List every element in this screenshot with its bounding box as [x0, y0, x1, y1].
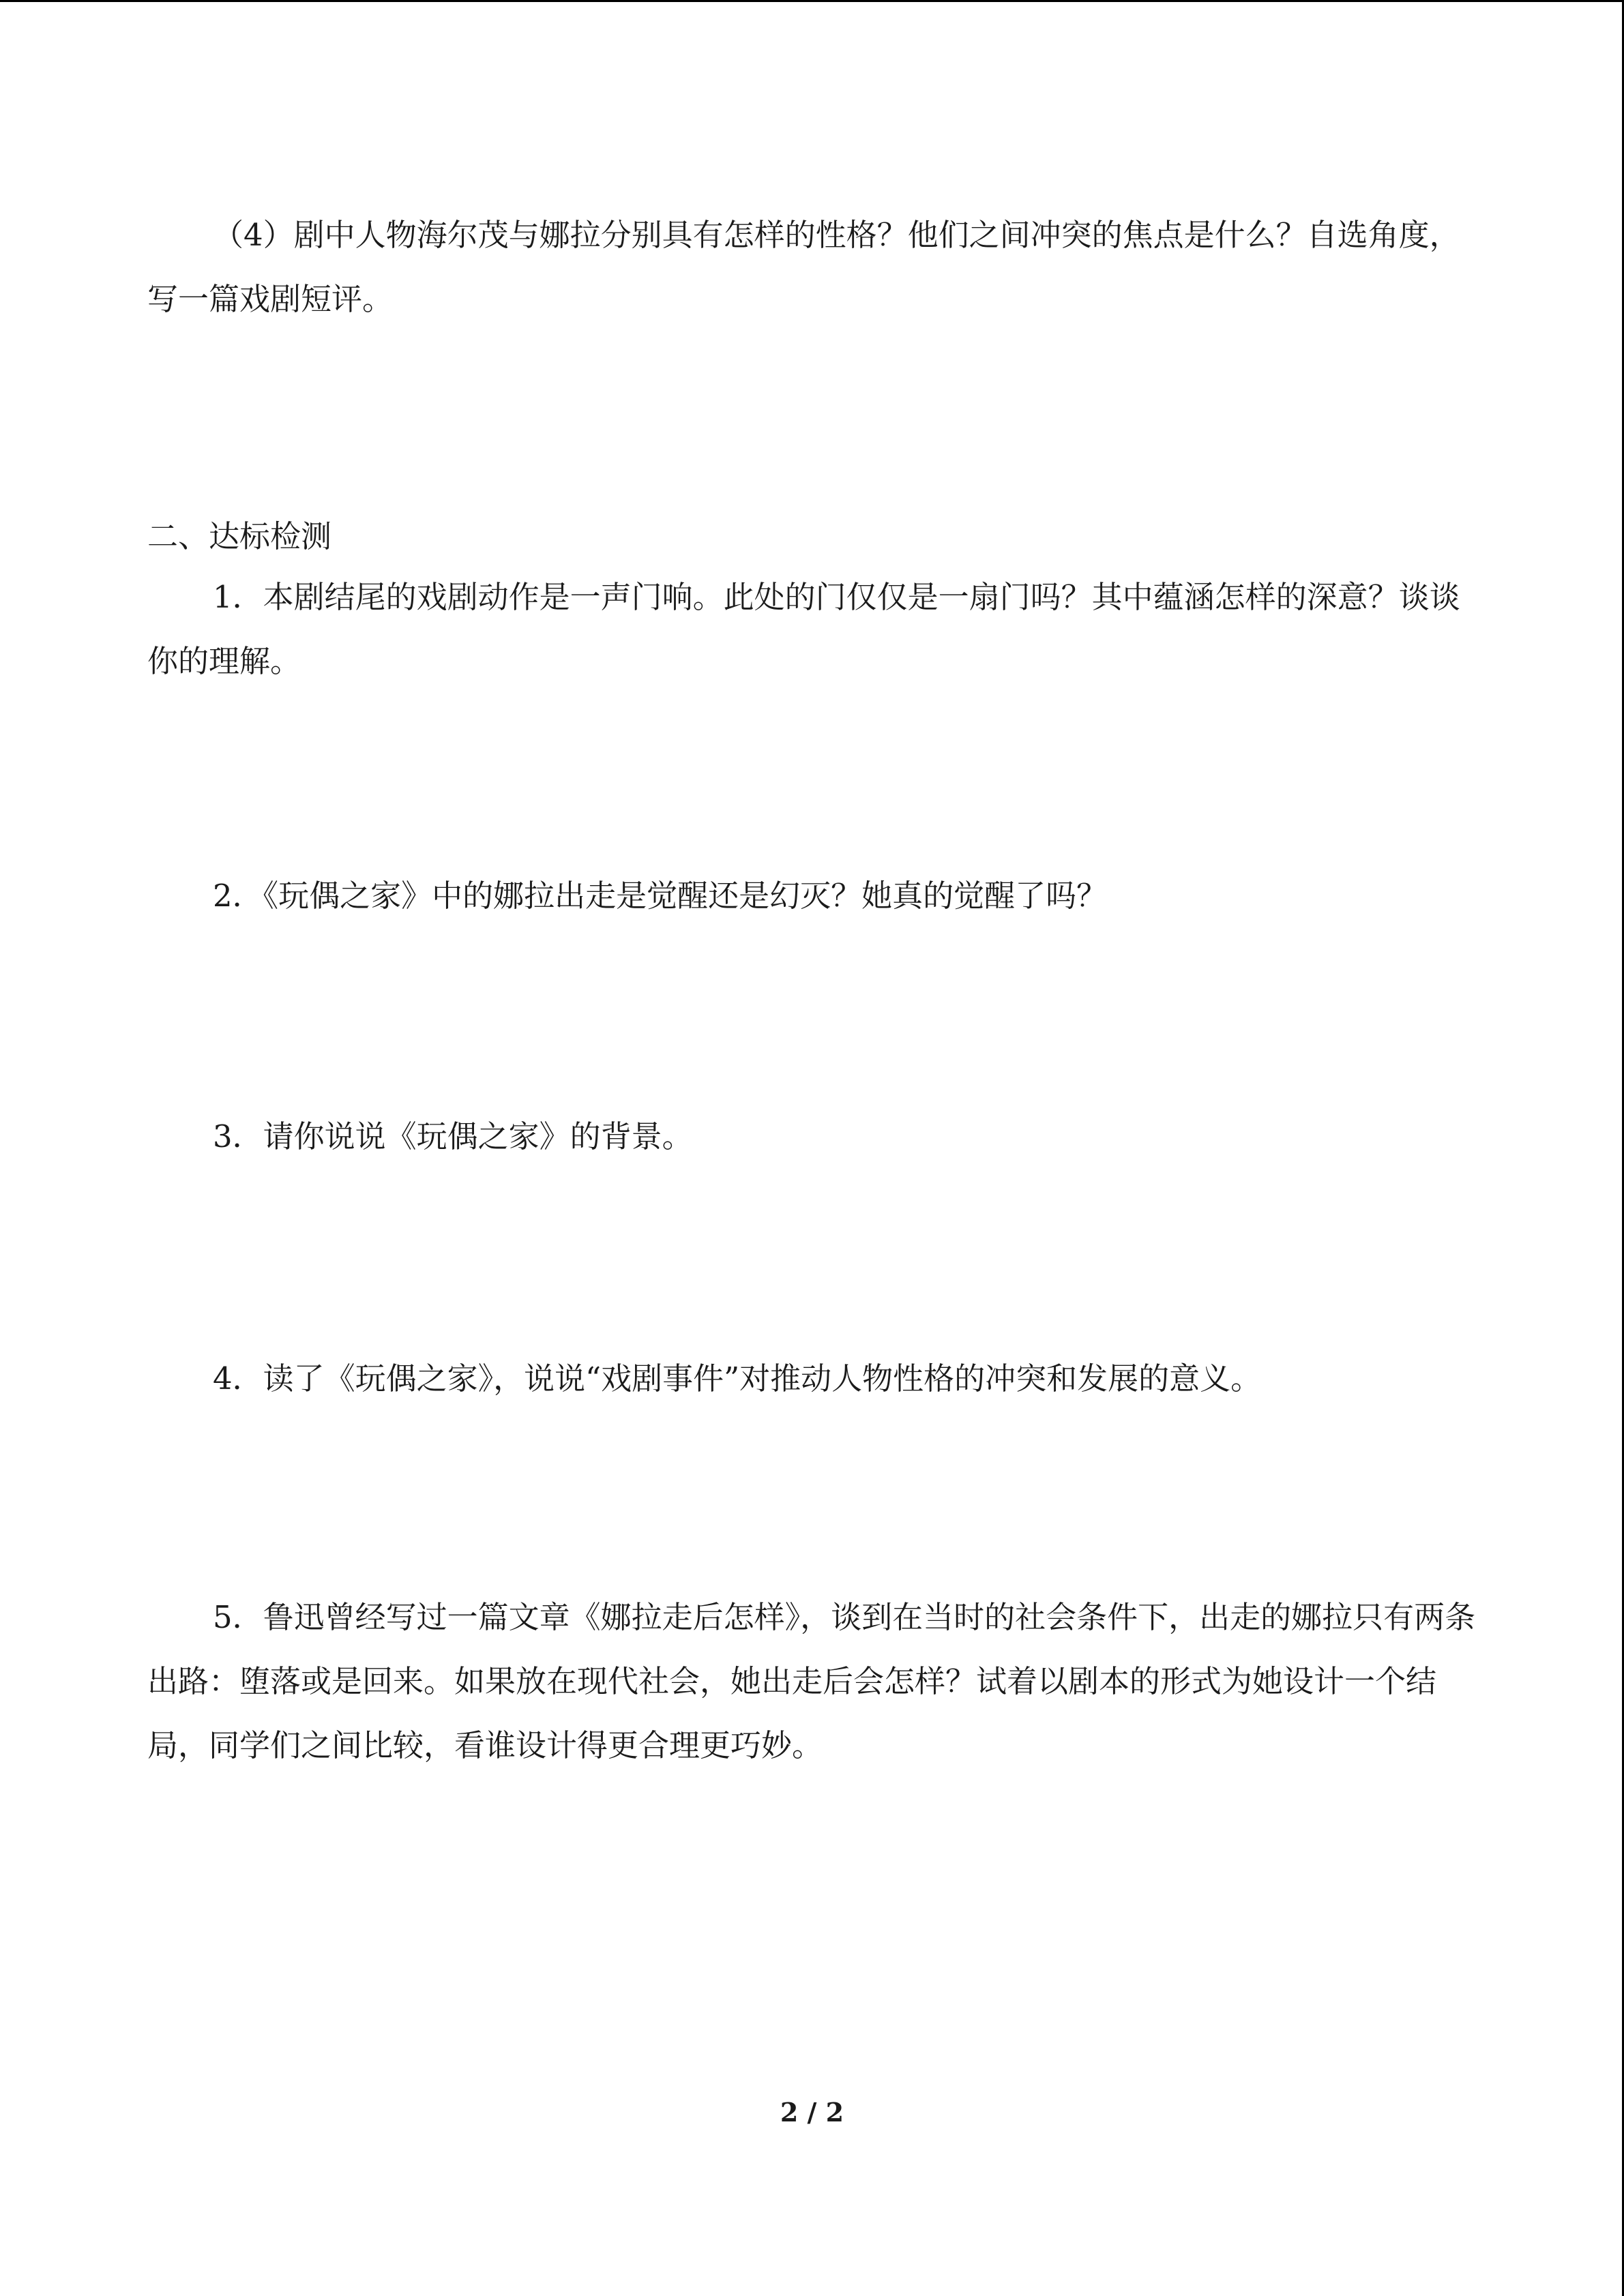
page-top-border — [0, 0, 1624, 2]
page-number: 2 / 2 — [780, 2097, 844, 2128]
item-2-paragraph: 2．《玩偶之家》中的娜拉出走是觉醒还是幻灭？她真的觉醒了吗？ — [213, 878, 1108, 914]
item-4-paragraph: 4．读了《玩偶之家》，说说“戏剧事件”对推动人物性格的冲突和发展的意义。 — [213, 1360, 1262, 1397]
item-1-paragraph: 1．本剧结尾的戏剧动作是一声门响。此处的门仅仅是一扇门吗？其中蕴涵怎样的深意？谈谈你的理解。 — [147, 579, 1460, 679]
item-3-paragraph: 3．请你说说《玩偶之家》的背景。 — [213, 1118, 693, 1154]
item-5-paragraph: 5．鲁迅曾经写过一篇文章《娜拉走后怎样》，谈到在当时的社会条件下，出走的娜拉只有两条出路：堕落或是回来。如果放在现代社会，她出走后会怎样？试着以剧本的形式为她设计一个结局，同学们之间比较，看谁设计得更合理更巧妙。 — [147, 1599, 1476, 1763]
question-4-paragraph: （4）剧中人物海尔茂与娜拉分别具有怎样的性格？他们之间冲突的焦点是什么？自选角度，写一篇戏剧短评。 — [147, 217, 1460, 317]
section-heading: 二、达标检测 — [147, 518, 332, 554]
